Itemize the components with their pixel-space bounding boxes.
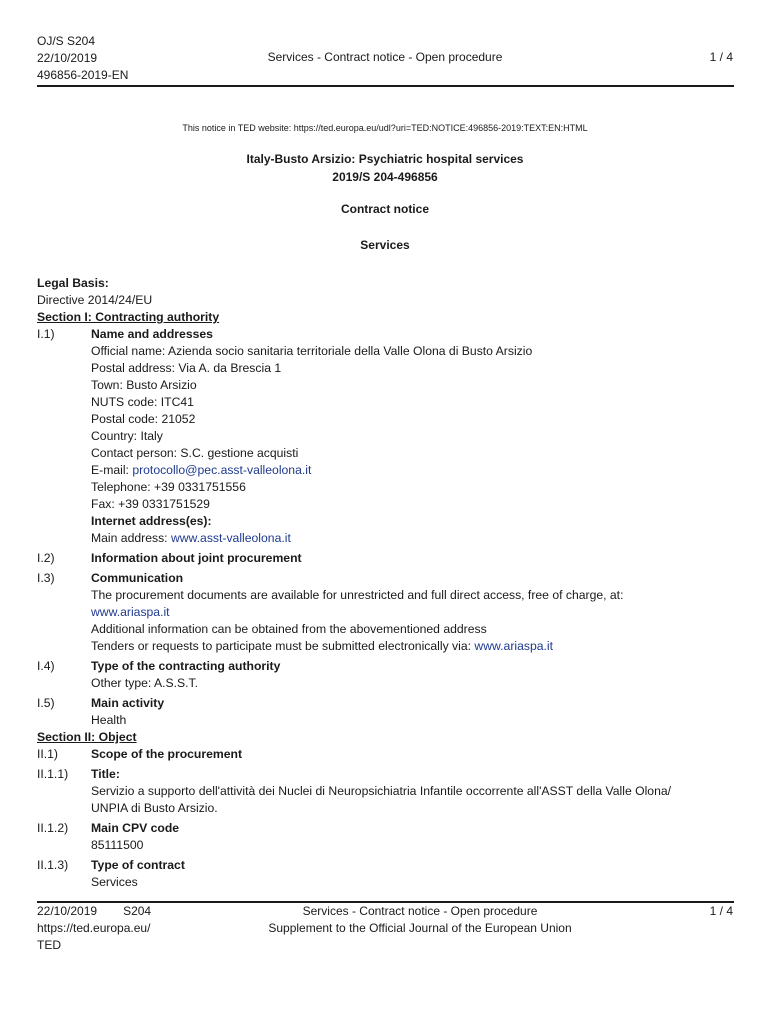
contract-title-line1: Servizio a supporto dell'attività dei Nuclei di Neuropsichiatria Infantile occorrente all'ASST della Valle Olona/ bbox=[91, 784, 672, 798]
item-title: Information about joint procurement bbox=[91, 551, 302, 565]
submission-text: Tenders or requests to participate must be submitted electronically via: bbox=[91, 639, 475, 653]
submission-line bbox=[91, 638, 734, 655]
item-title: Main activity bbox=[91, 696, 165, 710]
item-i3 bbox=[37, 570, 734, 655]
item-ii13 bbox=[37, 857, 734, 891]
item-number: II.1.2) bbox=[37, 821, 69, 835]
footer-s: S204 bbox=[123, 904, 152, 918]
item-ii1 bbox=[37, 746, 734, 763]
header-ref: 496856-2019-EN bbox=[37, 68, 129, 82]
notice-title: Italy-Busto Arsizio: Psychiatric hospital services bbox=[246, 152, 524, 166]
footer-center-title: Services - Contract notice - Open procedure bbox=[302, 904, 538, 918]
item-number: I.5) bbox=[37, 696, 55, 710]
main-address-link[interactable]: www.asst-valleolona.it bbox=[170, 531, 291, 545]
item-number: I.1) bbox=[37, 327, 55, 341]
header-page: 1 / 4 bbox=[709, 50, 733, 64]
contact-person: Contact person: S.C. gestione acquisti bbox=[91, 446, 299, 460]
postal-address: Postal address: Via A. da Brescia 1 bbox=[91, 361, 282, 375]
header-divider bbox=[37, 85, 734, 87]
item-title: Communication bbox=[91, 571, 184, 585]
section-1-heading: Section I: Contracting authority bbox=[37, 310, 220, 324]
contract-type: Services bbox=[91, 875, 138, 889]
notice-number: 2019/S 204-496856 bbox=[332, 170, 438, 184]
item-number: I.4) bbox=[37, 659, 55, 673]
header-oj: OJ/S S204 bbox=[37, 34, 96, 48]
item-value: Other type: A.S.S.T. bbox=[91, 676, 199, 690]
email-link[interactable]: protocollo@pec.asst-valleolona.it bbox=[132, 463, 312, 477]
legal-basis-label: Legal Basis: bbox=[37, 276, 109, 290]
item-value: Health bbox=[91, 713, 127, 727]
country: Country: Italy bbox=[91, 429, 163, 443]
submission-link[interactable]: www.ariaspa.it bbox=[474, 639, 553, 653]
main-address-line bbox=[91, 530, 734, 547]
item-title: Type of contract bbox=[91, 858, 185, 872]
item-number: II.1.1) bbox=[37, 767, 69, 781]
fax: Fax: +39 0331751529 bbox=[91, 497, 210, 511]
contract-title-line2: UNPIA di Busto Arsizio. bbox=[91, 801, 218, 815]
footer-left bbox=[37, 903, 151, 954]
footer-page: 1 / 4 bbox=[709, 904, 733, 918]
legal-basis-value: Directive 2014/24/EU bbox=[37, 293, 153, 307]
item-number: I.2) bbox=[37, 551, 55, 565]
official-name: Official name: Azienda socio sanitaria territoriale della Valle Olona di Busto Arsizio bbox=[91, 344, 533, 358]
telephone: Telephone: +39 0331751556 bbox=[91, 480, 246, 494]
email-label: E-mail: bbox=[91, 463, 133, 477]
item-i2 bbox=[37, 550, 734, 567]
footer-url: https://ted.europa.eu/ bbox=[37, 921, 151, 935]
item-title: Scope of the procurement bbox=[91, 747, 243, 761]
item-number: II.1.3) bbox=[37, 858, 69, 872]
cpv-code: 85111500 bbox=[91, 838, 144, 852]
item-number: II.1) bbox=[37, 747, 58, 761]
notice-category: Services bbox=[360, 238, 410, 252]
header-date: 22/10/2019 bbox=[37, 51, 98, 65]
footer-date: 22/10/2019 bbox=[37, 904, 98, 918]
documents-text: The procurement documents are available for unrestricted and full direct access, free of charge, at: bbox=[91, 588, 624, 602]
footer-center bbox=[230, 903, 610, 937]
item-title: Name and addresses bbox=[91, 327, 213, 341]
section-2-heading: Section II: Object bbox=[37, 730, 137, 744]
nuts-code: NUTS code: ITC41 bbox=[91, 395, 194, 409]
item-ii11 bbox=[37, 766, 734, 817]
notice-type: Contract notice bbox=[340, 202, 429, 216]
item-i5 bbox=[37, 695, 734, 729]
item-i1 bbox=[37, 326, 734, 547]
notice-content bbox=[37, 275, 734, 891]
item-ii12 bbox=[37, 820, 734, 854]
header-title: Services - Contract notice - Open procedure bbox=[267, 50, 503, 64]
item-title: Main CPV code bbox=[91, 821, 180, 835]
main-address-label: Main address: bbox=[91, 531, 171, 545]
item-title: Title: bbox=[91, 767, 120, 781]
footer-date-line bbox=[37, 903, 151, 920]
internet-address-label: Internet address(es): bbox=[91, 514, 212, 528]
footer-ted: TED bbox=[37, 938, 61, 952]
item-title: Type of the contracting authority bbox=[91, 659, 281, 673]
footer-supplement: Supplement to the Official Journal of the European Union bbox=[268, 921, 572, 935]
documents-link[interactable]: www.ariaspa.it bbox=[91, 605, 170, 619]
additional-info-text: Additional information can be obtained from the abovementioned address bbox=[91, 622, 487, 636]
item-i4 bbox=[37, 658, 734, 692]
postal-code: Postal code: 21052 bbox=[91, 412, 196, 426]
notice-url: This notice in TED website: https://ted.europa.eu/udl?uri=TED:NOTICE:496856-2019:TEXT:EN:HTML bbox=[182, 123, 588, 133]
town: Town: Busto Arsizio bbox=[91, 378, 197, 392]
item-number: I.3) bbox=[37, 571, 55, 585]
email-line bbox=[91, 462, 734, 479]
